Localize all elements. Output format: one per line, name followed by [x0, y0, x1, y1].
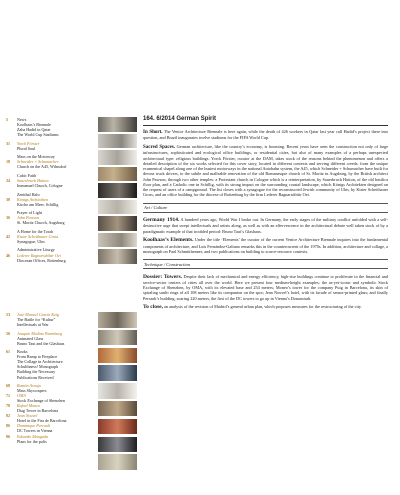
- toc-page-number: [6, 239, 17, 244]
- germany-paragraph: [143, 217, 388, 234]
- in-short-text: The Venice Architecture Biennale is here again, while the death of 426 workers in Qatar last year call Hadid’s project there into question, and Brazil inaugurates twelve stadiums for the FIFA World Cup.: [143, 129, 388, 141]
- section-label-technique: Technique / Construction: [143, 259, 388, 269]
- thumbnail-shenzhen: [98, 383, 137, 399]
- toc-author: Yorck Förster: [17, 140, 40, 146]
- thumbnail-synagogue: [98, 216, 137, 231]
- toc-entry-text: [17, 146, 98, 151]
- toc-entry: [6, 132, 98, 137]
- toc-page-number: 42: [6, 233, 11, 239]
- toc-entry: [6, 220, 98, 225]
- toc-entry-text: [17, 202, 98, 207]
- toc-author: José Manuel García Roig: [17, 312, 60, 317]
- toc-page-number: 78: [6, 403, 11, 409]
- toc-entry: [6, 183, 98, 188]
- toc-author: Rafael Moneo: [17, 403, 41, 409]
- toc-entry: [6, 258, 98, 263]
- toc-entry: [6, 202, 98, 207]
- toc-entry-text: [17, 322, 98, 327]
- toc-title: Administrative Liturgy: [17, 247, 55, 253]
- toc-group: [6, 141, 98, 151]
- thumbnail-prayer-of-light: [98, 200, 137, 215]
- toc-entry: [6, 375, 98, 380]
- thumbnail-polis: [98, 454, 137, 470]
- toc-title: Zaha Hadid in Qatar: [17, 127, 51, 133]
- toc-author: Schneider + Schumacher: [17, 159, 59, 165]
- toc-group: [6, 192, 98, 207]
- toc-group: [6, 383, 98, 444]
- toc-page-number: 86: [6, 423, 11, 429]
- toc-title: A Home for the Torah: [17, 228, 54, 234]
- toc-author: Königs Architekten: [17, 196, 49, 202]
- dossier-paragraph: [143, 274, 388, 301]
- toc-author: Joaquín Medina Warmburg: [17, 330, 62, 336]
- toc-page-number: 56: [6, 330, 11, 336]
- thumbnail-cubic-faith: [98, 167, 137, 182]
- koolhaas-lead: Koolhaas’s Elements.: [143, 237, 194, 244]
- toc-entry-text: [17, 239, 98, 244]
- thumbnail-fira-hotel: [98, 419, 137, 435]
- toc-title: Mass Skyscrapers: [17, 388, 47, 394]
- toc-title: Bruno Taut and the Glashaus: [17, 340, 65, 346]
- toc-title: Diag Tower in Barcelona: [17, 408, 59, 414]
- toc-entry-text: [17, 341, 98, 346]
- toc-group: [6, 247, 98, 262]
- toc-title: St. Moritz Church, Augsburg: [17, 220, 65, 226]
- toc-page-number: 61: [6, 349, 11, 355]
- toc-entry-text: [17, 220, 98, 225]
- toc-page-number: [6, 164, 17, 169]
- toc-page-number: [6, 183, 17, 188]
- summary-column: [143, 116, 388, 314]
- toc-upper: [6, 117, 98, 266]
- thumbnail-plural-soul: [98, 134, 137, 149]
- toc-page-number: [6, 439, 17, 444]
- toc-author: Kister Scheithauer Gross: [17, 233, 59, 239]
- toc-title: Diocesan Offices, Rottenburg: [17, 257, 66, 263]
- thumbnail-column-upper: [98, 117, 137, 266]
- toc-author: Ramón Araujo: [17, 383, 41, 389]
- toc-page-number: 18: [6, 159, 11, 165]
- toc-title: Kirche am Meer, Schillig: [17, 201, 59, 207]
- toc-entry-text: [17, 164, 98, 169]
- toc-group: [6, 117, 98, 137]
- germany-lead: Germany 1914.: [143, 217, 180, 223]
- thumbnail-diag-tower: [98, 401, 137, 417]
- toc-page-number: [6, 258, 17, 263]
- toc-group: [6, 229, 98, 244]
- thumbnail-animated-glass: [98, 330, 137, 346]
- toc-title: Immanuel Church, Cologne: [17, 183, 63, 189]
- toc-author: Jean Nouvel: [17, 413, 38, 419]
- toc-page-number: [6, 322, 17, 327]
- toc-page-number: 46: [6, 252, 11, 258]
- close-lead: To close,: [143, 304, 163, 311]
- toc-page-number: 68: [6, 383, 11, 389]
- toc-entry-text: [17, 132, 98, 137]
- toc-page-number: 30: [6, 196, 11, 202]
- toc-page-number: 31: [6, 140, 11, 146]
- toc-page-number: 53: [6, 312, 11, 317]
- thumbnail-dc-towers: [98, 437, 137, 453]
- toc-entry: [6, 439, 98, 444]
- thumbnail-diocesan-detail: [98, 249, 137, 264]
- toc-title: Mass on the Motorway: [17, 154, 55, 160]
- toc-page-number: [6, 146, 17, 151]
- toc-title: The Battle for “Kultur”: [17, 317, 56, 323]
- toc-group: [6, 312, 98, 327]
- toc-title: Koolhaas’s Biennale: [17, 122, 51, 128]
- toc-page-number: 82: [6, 413, 11, 419]
- toc-title: Stock Exchange of Shenzhen: [17, 398, 65, 404]
- toc-title: Publications Received: [17, 374, 54, 380]
- toc-group: [6, 349, 98, 379]
- toc-lower: [6, 312, 98, 447]
- toc-author: Dominique Perrault: [17, 423, 51, 429]
- toc-title: Church on the A45, Wilnsdorf: [17, 164, 67, 170]
- toc-title: Plural Soul: [17, 145, 36, 151]
- toc-title: Hotel in the Fira de Barcelona: [17, 418, 67, 424]
- toc-entry: [6, 239, 98, 244]
- toc-page-number: 36: [6, 215, 11, 221]
- toc-group: [6, 154, 98, 169]
- thumbnail-motorway-church: [98, 150, 137, 165]
- toc-group: [6, 331, 98, 346]
- toc-author: Eduardo Mangada: [17, 433, 48, 439]
- toc-title: From Ramp to Fireplace: [17, 354, 58, 360]
- toc-author: John Pawson: [17, 215, 39, 221]
- toc-entry-text: [17, 375, 98, 380]
- toc-title: DC Towers in Vienna: [17, 428, 53, 434]
- sacred-spaces-text: German architecture, like the country’s economy, is booming. Recent years have seen the construction not only of large infrastructures, sophisticated and ecological office buildings, or residential cities, but also of many examples of a perhaps unexpected architectural type: religious buildings. Yorck Förster, curator at the DAM, takes stock of the reasons behind the phenomenon and offers a detailed description of the six works selected for this cover story, located in different contexts and serving different creeds: from the unique ecumenical chapel along one of the busiest motorways in the national Autobahn system, the A45, which Schneider + Schumacher have built for devout truck drivers, to the subtle and malleable renovation of the old Romanesque church of St. Moritz in Augsburg, by the British architect John Pawson, through two other temples: a Protestant church in Cologne which is a reinterpretation, by Sauerbruch Hutton, of the old basilica floor plan, and a Catholic one in Schillig, with its strong impact on the surrounding coastal landscape, which Königs Architekten designed on the request of users of a campground. The list closes with a synagogue for the reconstructed Jewish community of Ulm, by Kister Scheithauer Gross, and an office building for the diocese of Rottenburg by the firm Lederer Ragnarsdóttir Oei.: [143, 144, 388, 198]
- toc-title: Cubic Faith: [17, 172, 37, 178]
- toc-page-number: [6, 375, 17, 380]
- section-label-art-culture: Art / Culture: [143, 203, 388, 213]
- toc-page-number: [6, 220, 17, 225]
- toc-title: Books: [17, 349, 28, 355]
- toc-author: Sauerbruch Hutton: [17, 177, 49, 183]
- toc-title: The Collage in Architecture: [17, 359, 63, 365]
- toc-page-number: [6, 341, 17, 346]
- toc-entry-text: [17, 183, 98, 188]
- thumbnail-books: [98, 348, 137, 364]
- sacred-spaces-paragraph: [143, 144, 388, 198]
- toc-entry: [6, 164, 98, 169]
- thumbnail-column-lower: [98, 312, 137, 472]
- close-paragraph: [143, 304, 388, 310]
- toc-page-number: [6, 202, 17, 207]
- toc-entry-text: [17, 439, 98, 444]
- issue-masthead: 164. 6/2014 German Spirit: [143, 116, 388, 126]
- toc-title: Synagogue, Ulm: [17, 238, 45, 244]
- koolhaas-text: Under the title ‘Elements’ the curator of the current Venice Architecture Biennale inquires into the fundamental components of architecture, and Luis Fernández-Galiano remarks this in the countercurrent of the 1970s. In addition, architecture and collage, a monograph on Paul Schmitthenner, and two publications on building to scarce-resource contexts.: [143, 237, 389, 254]
- thumbnail-kultur: [98, 312, 137, 328]
- toc-title: Schulthness! Monograph: [17, 364, 59, 370]
- thumbnail-diocesan-offices: [98, 233, 137, 248]
- toc-entry: [6, 146, 98, 151]
- close-text: an analysis of the revision of Madrid’s general urban plan, which proposes measures for the restructuring of the city.: [162, 304, 362, 310]
- thumbnail-mass-skyscrapers: [98, 365, 137, 381]
- toc-entry-text: [17, 258, 98, 263]
- toc-author: Lederer Ragnarsdóttir Oei: [17, 252, 61, 258]
- germany-text: A hundred years ago, World War I broke out. In Germany, the early stages of the military conflict unfolded with a self-destructive urge that swept intellectuals and artists along, as well as with an effervescence in the architectural debate well taken stock of by a paradigmatic example of that troubled period: Bruno Taut’s Glashaus.: [143, 217, 388, 234]
- dossier-lead: Dossier: Towers.: [143, 273, 183, 280]
- koolhaas-paragraph: [143, 237, 388, 254]
- toc-entry: [6, 322, 98, 327]
- toc-title: Building the Necessary: [17, 369, 56, 375]
- toc-title: Zenithal Halo: [17, 191, 40, 197]
- in-short-lead: In Short.: [143, 130, 163, 135]
- toc-group: [6, 210, 98, 225]
- toc-page-number: 96: [6, 433, 11, 439]
- toc-title: Intellectuals at War: [17, 322, 49, 328]
- thumbnail-news: [98, 117, 137, 132]
- sacred-spaces-lead: Sacred Spaces.: [143, 145, 176, 150]
- toc-page-number: 71: [6, 393, 11, 399]
- toc-group: [6, 173, 98, 188]
- toc-title: Plans for the polis: [17, 438, 47, 444]
- toc-title: Animated Glass: [17, 335, 44, 341]
- toc-title: The World Cup Stadiums: [17, 132, 59, 138]
- dossier-text: Despite their lack of mechanical and energy efficiency, high-rise buildings continue to proliferate in the financial and service-sector centers of cities all over the world. Here we present four medium-height examples: the as-yet-iconic and symbolic Stock Exchange of Shenzhen, by OMA, with its elevated base and 254 meters; Moneo’s tower for the company Puig in Barcelona, its skin of spiraling sunlit rings of all 108 meters like its companion on the spot; Jean Nouvel’s hotel, with its facade of sensor-printed glass; and finally Perrault’s building, soaring 220 meters, the first of the DC towers to go up in Vienna’s Donaustadt.: [143, 273, 388, 301]
- toc-page-number: [6, 132, 17, 137]
- toc-title: Prayer of Light: [17, 210, 43, 216]
- in-short-paragraph: [143, 129, 388, 141]
- toc-author: OMA: [17, 393, 26, 399]
- thumbnail-zenithal-halo: [98, 183, 137, 198]
- toc-page-number: 5: [6, 117, 9, 122]
- toc-page-number: 24: [6, 177, 11, 183]
- toc-title: News: [17, 117, 27, 122]
- toc-entry: [6, 341, 98, 346]
